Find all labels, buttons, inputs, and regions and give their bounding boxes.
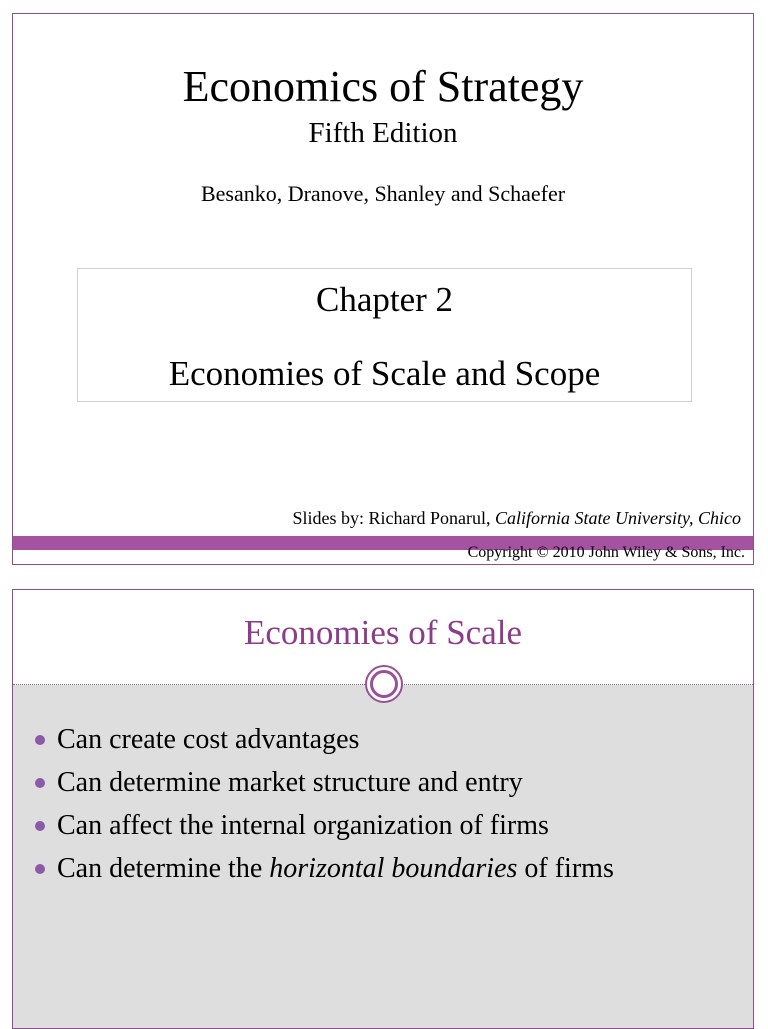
circle-ornament-icon [365, 665, 403, 703]
bullet-text-emphasis: horizontal boundaries [269, 853, 518, 884]
bullet-text-after: of firms [517, 853, 614, 884]
chapter-title: Economies of Scale and Scope [168, 354, 601, 393]
bullet-text: Can determine market structure and entry [57, 767, 523, 798]
book-authors: Besanko, Dranove, Shanley and Schaefer [200, 181, 566, 206]
list-item [33, 718, 614, 761]
book-title: Economics of Strategy [182, 62, 584, 111]
bullet-dot-icon [35, 778, 45, 788]
slides-credit [293, 506, 741, 530]
list-item [33, 847, 614, 890]
bullet-text: Can affect the internal organization of firms [57, 810, 549, 841]
bullet-dot-icon [35, 821, 45, 831]
title-slide [12, 13, 754, 565]
list-item [33, 761, 614, 804]
chapter-box [77, 268, 692, 402]
copyright-notice: Copyright © 2010 John Wiley & Sons, Inc. [467, 544, 745, 561]
slide-title: Economies of Scale [244, 613, 522, 652]
bullet-text-before: Can determine the [57, 853, 270, 884]
book-edition: Fifth Edition [308, 117, 458, 149]
bullet-text: Can create cost advantages [57, 724, 360, 755]
bullet-list [33, 718, 614, 890]
credit-author: Slides by: Richard Ponarul, [292, 508, 495, 528]
bullet-dot-icon [35, 735, 45, 745]
list-item [33, 804, 614, 847]
bullet-dot-icon [35, 864, 45, 874]
content-slide [12, 589, 754, 1029]
credit-institution: California State University, Chico [495, 508, 741, 528]
chapter-number: Chapter 2 [315, 280, 454, 319]
